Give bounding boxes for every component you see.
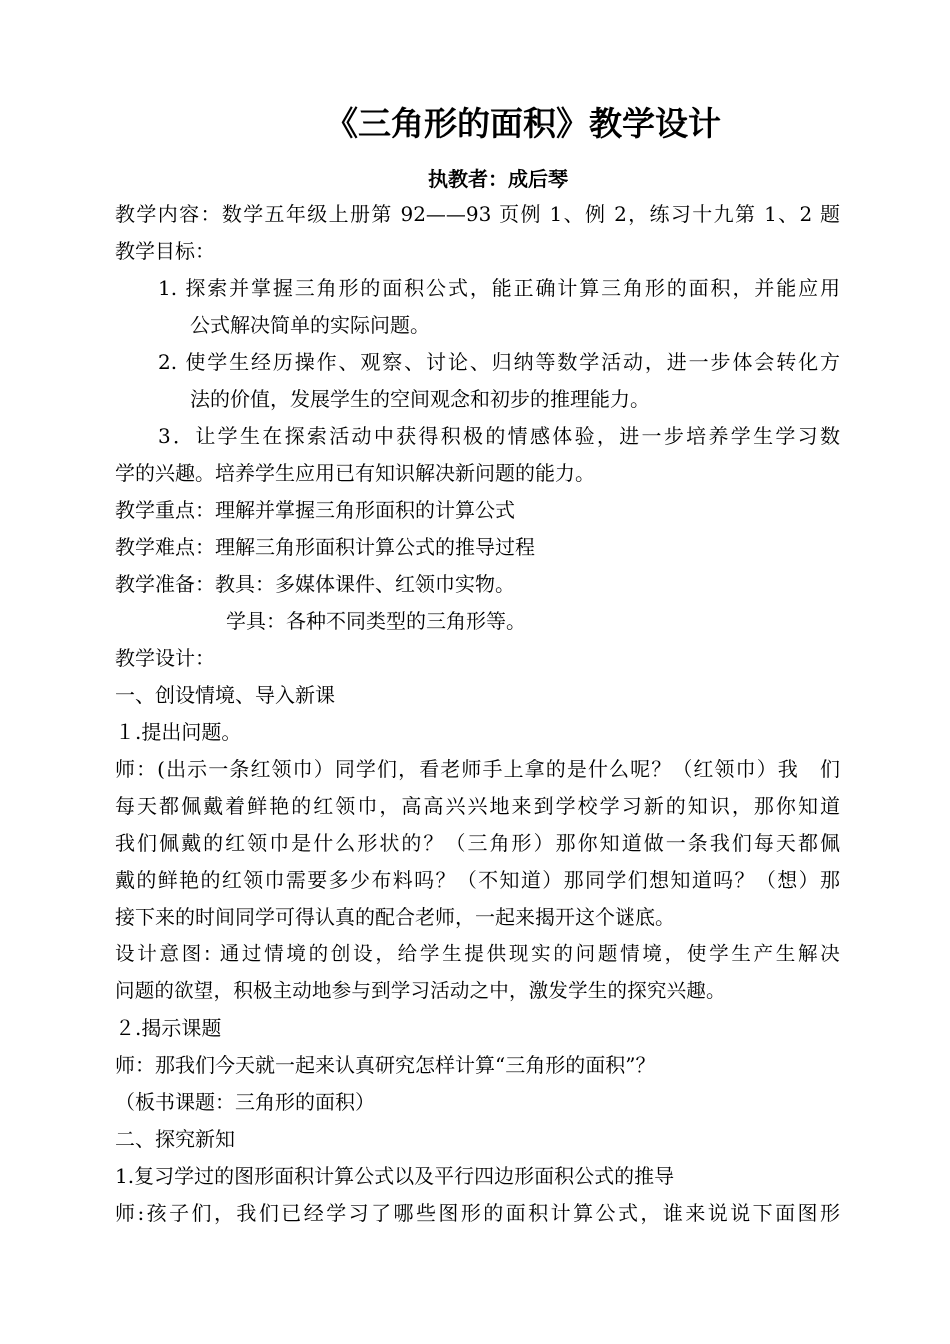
key-point-line: 教学重点：理解并掌握三角形面积的计算公式 bbox=[115, 498, 515, 522]
goal-2-line-2: 法的价值，发展学生的空间观念和初步的推理能力。 bbox=[190, 387, 650, 411]
step-2-heading: ２.揭示课题 bbox=[115, 1016, 222, 1040]
difficult-point-line: 教学难点：理解三角形面积计算公式的推导过程 bbox=[115, 535, 535, 559]
design-intent-line-1: 设计意图: 通过情境的创设，给学生提供现实的问题情境，使学生产生解决 bbox=[115, 942, 840, 965]
goal-1-line-1: 1. 探索并掌握三角形的面积公式，能正确计算三角形的面积，并能应用 bbox=[158, 276, 840, 300]
section-one-heading: 一、创设情境、导入新课 bbox=[115, 683, 335, 707]
paragraph-line: 师:孩子们，我们已经学习了哪些图形的面积计算公式，谁来说说下面图形 bbox=[115, 1201, 840, 1225]
paragraph-line: 戴的鲜艳的红领巾需要多少布料吗？（不知道）那同学们想知道吗？（想）那 bbox=[115, 868, 840, 892]
paragraph-line: 我们佩戴的红领巾是什么形状的？（三角形）那你知道做一条我们每天都佩 bbox=[115, 831, 840, 855]
section-two-heading: 二、探究新知 bbox=[115, 1127, 235, 1151]
document-author: 执教者：成后琴 bbox=[428, 167, 568, 191]
paragraph-line: 每天都佩戴着鲜艳的红领巾，高高兴兴地来到学校学习新的知识，那你知道 bbox=[115, 794, 840, 818]
preparation-line-1: 教学准备：教具：多媒体课件、红领巾实物。 bbox=[115, 572, 515, 596]
document-title: 《三角形的面积》教学设计 bbox=[325, 104, 721, 143]
board-title-line: （板书课题：三角形的面积） bbox=[115, 1090, 375, 1114]
teaching-goals-heading: 教学目标： bbox=[115, 239, 215, 263]
design-heading: 教学设计： bbox=[115, 646, 215, 670]
step-1-heading: １.提出问题。 bbox=[115, 720, 242, 744]
paragraph-line: 师：那我们今天就一起来认真研究怎样计算“三角形的面积”？ bbox=[115, 1053, 656, 1077]
goal-3-line-2: 学的兴趣。培养学生应用已有知识解决新问题的能力。 bbox=[115, 461, 595, 485]
review-heading: 1.复习学过的图形面积计算公式以及平行四边形面积公式的推导 bbox=[115, 1164, 675, 1188]
preparation-line-2: 学具：各种不同类型的三角形等。 bbox=[226, 609, 526, 633]
goal-3-line-1: 3．让学生在探索活动中获得积极的情感体验，进一步培养学生学习数 bbox=[158, 424, 840, 448]
goal-2-line-1: 2. 使学生经历操作、观察、讨论、归纳等数学活动，进一步体会转化方 bbox=[158, 350, 840, 374]
goal-1-line-2: 公式解决简单的实际问题。 bbox=[190, 313, 430, 337]
paragraph-line: 师：(出示一条红领巾）同学们，看老师手上拿的是什么呢？（红领巾）我 们 bbox=[115, 757, 840, 781]
teaching-content-line: 教学内容：数学五年级上册第 92——93 页例 1、例 2，练习十九第 1、2 题 bbox=[115, 202, 840, 226]
design-intent-line-2: 问题的欲望，积极主动地参与到学习活动之中，激发学生的探究兴趣。 bbox=[115, 979, 726, 1002]
paragraph-line: 接下来的时间同学可得认真的配合老师，一起来揭开这个谜底。 bbox=[115, 905, 675, 929]
